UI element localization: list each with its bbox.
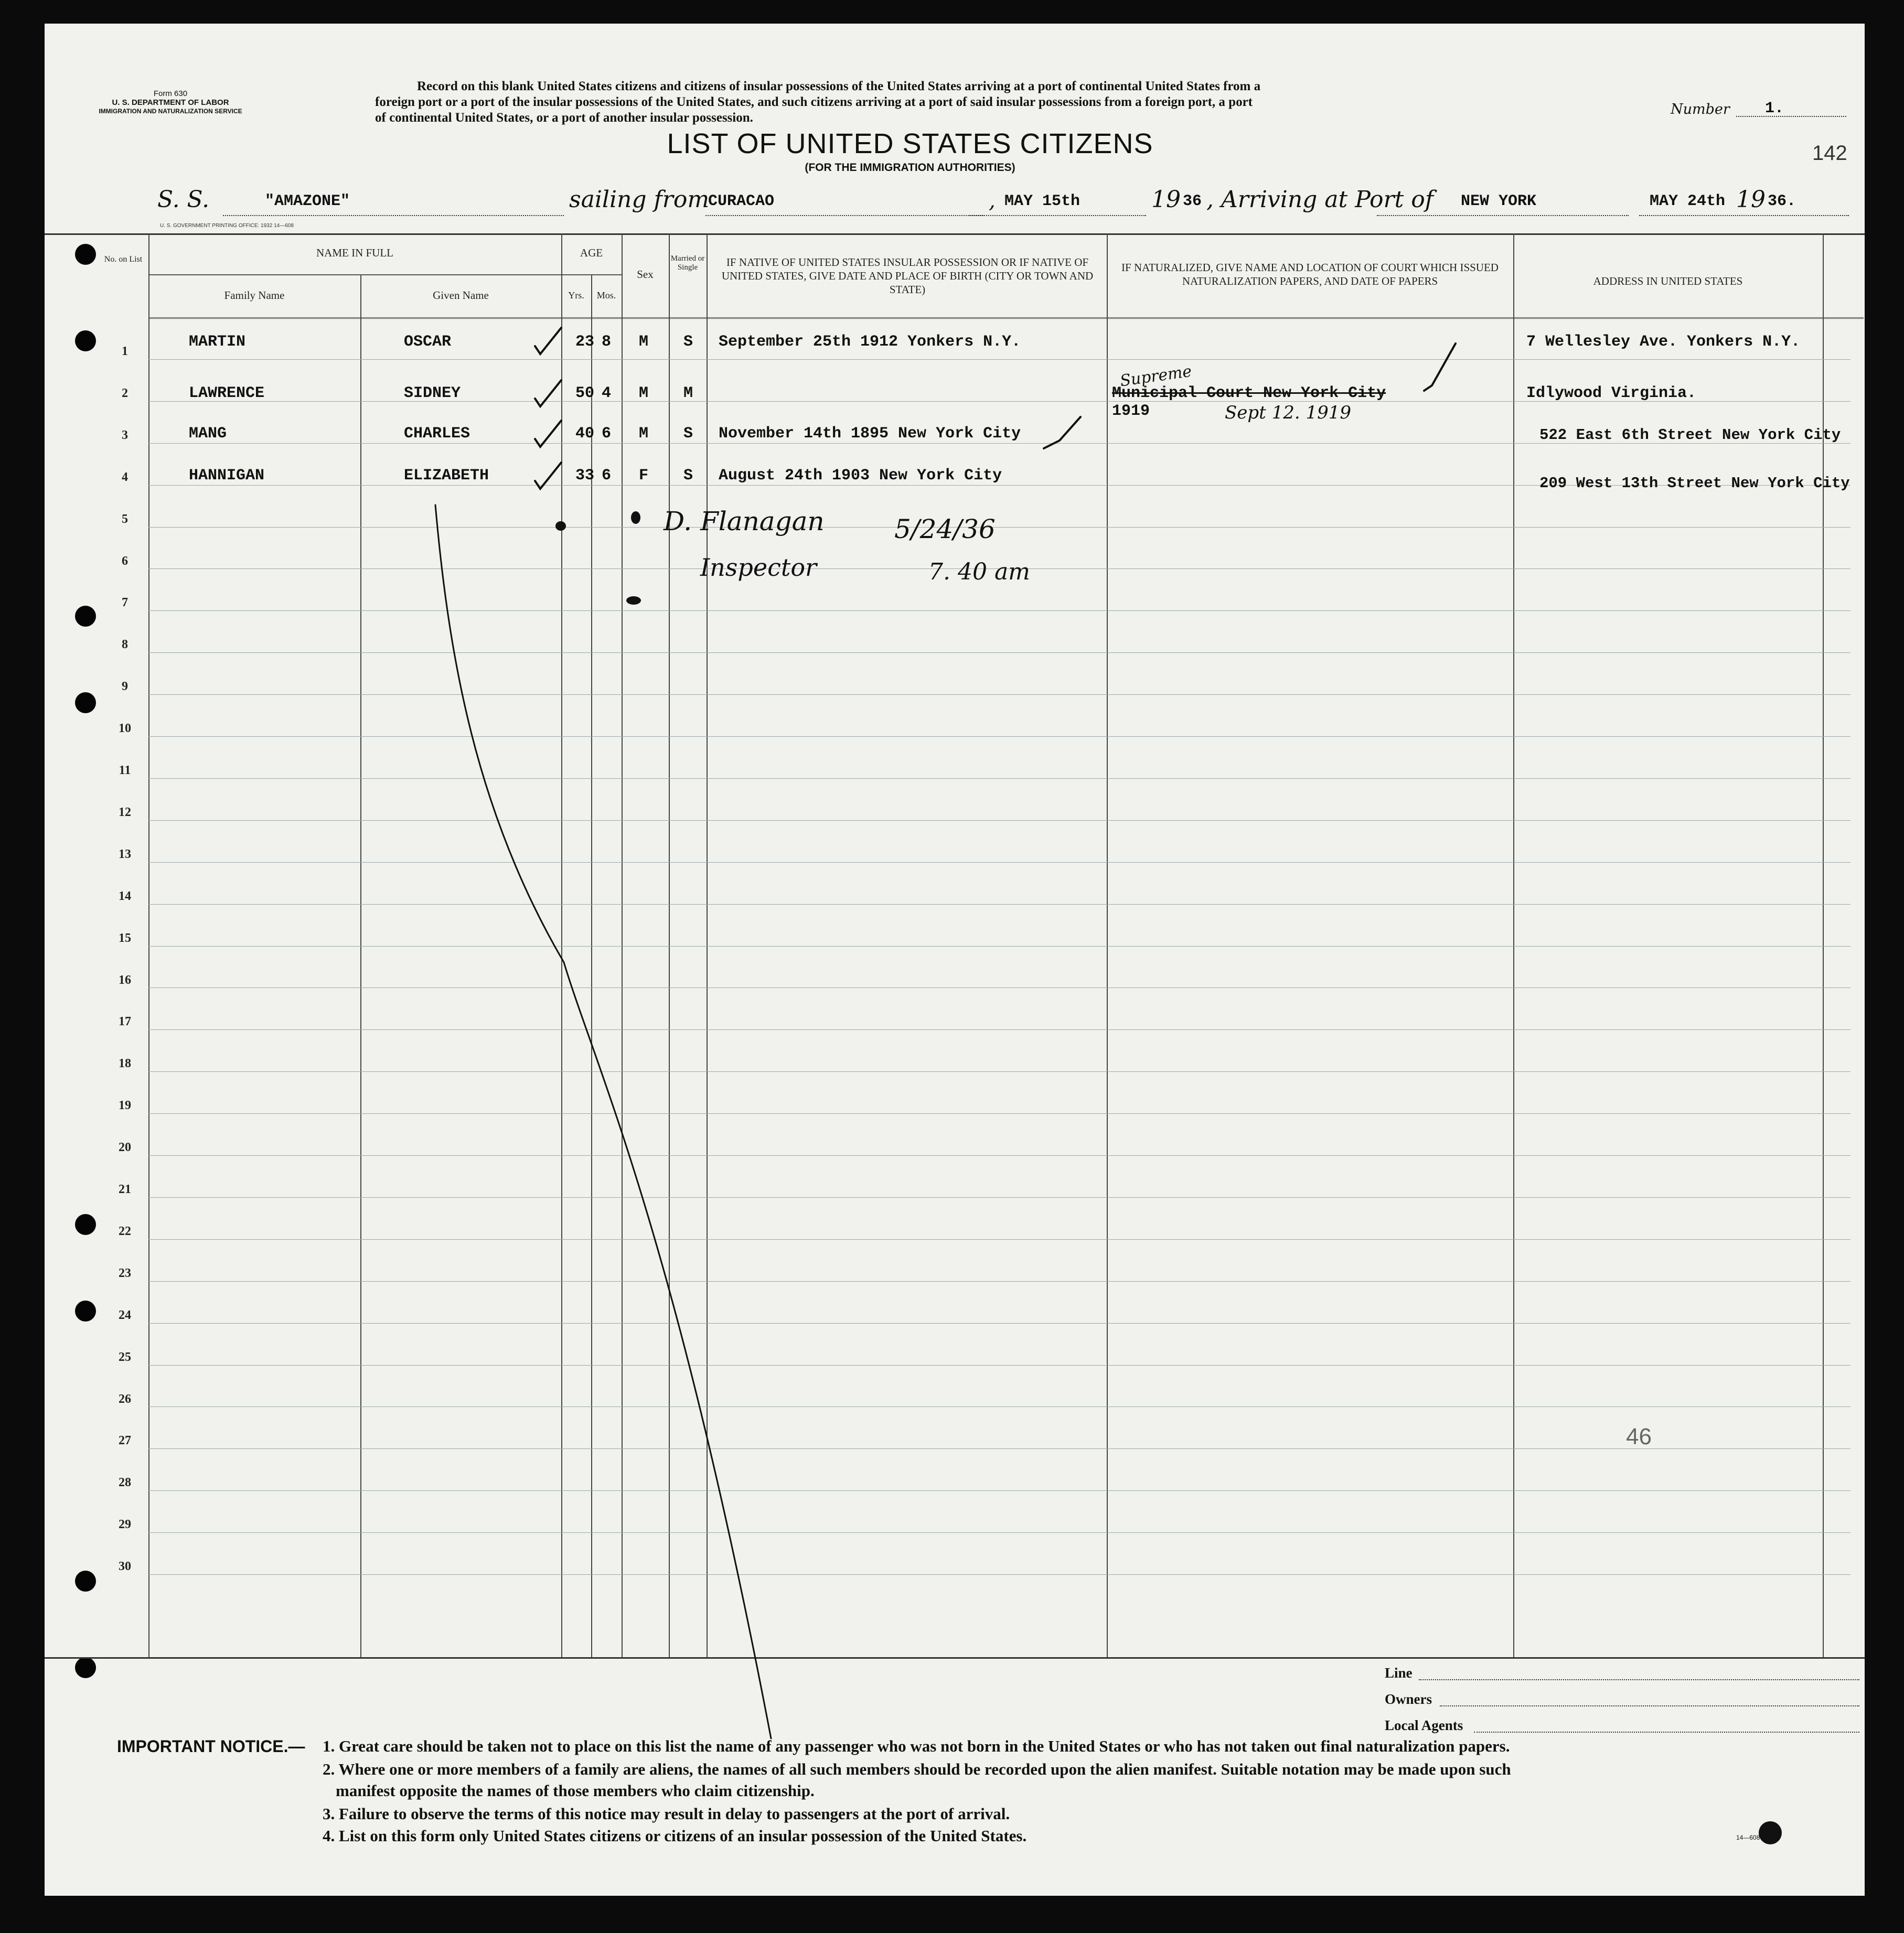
row-number: 28 (119, 1476, 131, 1490)
age-years: 40 (575, 425, 595, 443)
row-number: 17 (119, 1015, 131, 1029)
row-number: 4 (122, 470, 128, 484)
row-number: 25 (119, 1350, 131, 1364)
header-given-name: Given Name (433, 289, 489, 302)
notice-2-continued: manifest opposite the names of those members who claim citizenship. (336, 1781, 815, 1800)
notice-4: 4. List on this form only United States citizens or citizens of an insular possession of the United States. (323, 1827, 1027, 1845)
instruction-line-3: of continental United States, or a port of another insular possession. (375, 111, 753, 125)
arrival-port: NEW YORK (1461, 192, 1537, 210)
notice-3: 3. Failure to observe the terms of this notice may result in delay to passengers at the port of arrival. (323, 1805, 1010, 1823)
row-number: 13 (119, 847, 131, 861)
row-number: 7 (122, 596, 128, 610)
inspector-title: Inspector (700, 553, 817, 582)
age-years: 33 (575, 467, 595, 485)
page-number: 142 (1812, 142, 1847, 165)
row-number: 22 (119, 1224, 131, 1238)
owners-underline (1440, 1705, 1859, 1706)
check-mark (535, 421, 561, 447)
marital-status: M (683, 384, 693, 402)
ink-blot (555, 521, 566, 531)
notice-2: 2. Where one or more members of a family are aliens, the names of all such members should be recorded upon the alien manifest. Suitable notation may be made upon such (323, 1760, 1511, 1778)
age-months: 4 (602, 384, 612, 402)
birth-info: August 24th 1903 New York City (719, 467, 1002, 485)
page-title: LIST OF UNITED STATES CITIZENS (667, 128, 1153, 159)
header-naturalized: IF NATURALIZED, GIVE NAME AND LOCATION OF COURT WHICH ISSUED NATURALIZATION PAPERS, AND DATE OF PAPERS (1121, 261, 1499, 287)
row-number: 24 (119, 1308, 131, 1322)
age-months: 6 (602, 467, 612, 485)
naturalization-court: Municipal Court New York City (1112, 384, 1386, 402)
arrival-date: MAY 24th (1650, 192, 1726, 210)
row-number: 30 (119, 1560, 131, 1574)
notice-title: IMPORTANT NOTICE.— (117, 1737, 305, 1756)
row-number: 27 (119, 1434, 131, 1448)
row-number: 18 (119, 1057, 131, 1071)
given-name: ELIZABETH (404, 467, 489, 485)
form-sheet (45, 24, 1865, 1896)
row-number: 19 (119, 1099, 131, 1113)
naturalization-year: 1919 (1112, 402, 1150, 420)
marital-status: S (683, 333, 693, 351)
arrival-year-prefix: 19 (1736, 186, 1766, 213)
age-months: 6 (602, 425, 612, 443)
comma: , (989, 189, 996, 213)
arriving-label: , Arriving at Port of (1206, 186, 1434, 213)
header-mos: Mos. (596, 290, 616, 300)
sex: M (639, 425, 649, 443)
row-number: 1 (122, 345, 128, 358)
address: Idlywood Virginia. (1526, 384, 1697, 402)
row-number: 10 (119, 722, 131, 736)
local-agents-underline (1474, 1732, 1859, 1733)
birth-info: November 14th 1895 New York City (719, 425, 1021, 443)
number-value: 1. (1765, 100, 1784, 117)
address: 7 Wellesley Ave. Yonkers N.Y. (1526, 333, 1801, 351)
row-number: 26 (119, 1392, 131, 1406)
header-birth: IF NATIVE OF UNITED STATES INSULAR POSSESSION OR IF NATIVE OF UNITED STATES, GIVE DATE AND PLACE OF BIRTH (CITY OR TOWN AND STATE) (721, 256, 1094, 296)
row-number: 9 (122, 680, 128, 694)
department-name: U. S. DEPARTMENT OF LABOR (112, 98, 229, 107)
check-mark (535, 328, 561, 354)
header-married-single: Married or Single (670, 254, 705, 272)
instruction-line-1: Record on this blank United States citizens and citizens of insular possessions of the United States arriving at a port of continental United States from a (417, 79, 1261, 93)
header-age: AGE (580, 246, 603, 259)
given-name: CHARLES (404, 425, 470, 443)
departure-year: 36 (1183, 192, 1202, 210)
row-number: 3 (122, 428, 128, 442)
row-number: 8 (122, 638, 128, 652)
court-correction: Supreme (1119, 362, 1193, 391)
marital-status: S (683, 467, 693, 485)
printer-note: U. S. GOVERNMENT PRINTING OFFICE: 1932 14—608 (160, 223, 294, 229)
notice-1: 1. Great care should be taken not to place on this list the name of any passenger who was not born in the United States or who has not taken out final naturalization papers. (323, 1737, 1510, 1755)
family-name: MARTIN (189, 333, 246, 351)
year-prefix: 19 (1151, 186, 1181, 213)
row-number: 20 (119, 1141, 131, 1155)
header-family-name: Family Name (224, 289, 285, 302)
row-number: 15 (119, 931, 131, 945)
row-number: 2 (122, 386, 128, 400)
stamp-number: 46 (1626, 1424, 1652, 1449)
handwriting-strokes (45, 24, 1865, 1896)
departure-port: CURACAO (708, 192, 775, 210)
header-no-on-list: No. on List (104, 255, 143, 264)
ship-name: "AMAZONE" (265, 192, 350, 210)
header-yrs: Yrs. (568, 290, 584, 300)
inspection-date: 5/24/36 (894, 514, 996, 544)
inspector-signature: D. Flanagan (664, 506, 825, 536)
sailing-label: sailing from (569, 186, 710, 213)
arrival-year: 36. (1768, 192, 1796, 210)
birth-info: September 25th 1912 Yonkers N.Y. (719, 333, 1021, 351)
check-mark (535, 380, 561, 406)
age-months: 8 (602, 333, 612, 351)
given-name: SIDNEY (404, 384, 461, 402)
ink-blot (631, 511, 640, 524)
row-number: 16 (119, 973, 131, 987)
owners-label: Owners (1385, 1691, 1432, 1707)
row-number: 21 (119, 1183, 131, 1196)
family-name: LAWRENCE (189, 384, 265, 402)
row-number: 5 (122, 512, 128, 526)
row-number: 14 (119, 889, 131, 903)
page-subtitle: (FOR THE IMMIGRATION AUTHORITIES) (805, 162, 1015, 174)
form-number: Form 630 (153, 89, 188, 98)
marital-status: S (683, 425, 693, 443)
sex: F (639, 467, 649, 485)
row-number: 29 (119, 1518, 131, 1532)
line-label: Line (1385, 1665, 1413, 1681)
local-agents-label: Local Agents (1385, 1717, 1463, 1733)
check-mark (535, 463, 561, 489)
service-name: IMMIGRATION AND NATURALIZATION SERVICE (99, 108, 242, 115)
given-name: OSCAR (404, 333, 452, 351)
ink-blot (626, 596, 641, 605)
family-name: HANNIGAN (189, 467, 265, 485)
check-mark (1424, 343, 1456, 391)
row-number: 12 (119, 805, 131, 819)
cancel-line (435, 505, 771, 1738)
check-mark (1044, 417, 1081, 448)
age-years: 23 (575, 333, 595, 351)
header-address: ADDRESS IN UNITED STATES (1593, 275, 1743, 287)
line-underline (1419, 1679, 1859, 1680)
sex: M (639, 384, 649, 402)
page-damage (1759, 1821, 1782, 1844)
row-number: 6 (122, 554, 128, 568)
header-name-in-full: NAME IN FULL (316, 246, 393, 259)
instruction-line-2: foreign port or a port of the insular possessions of the United States, and such citizens arriving at a port of said insular possessions from a foreign port, a port (375, 95, 1253, 109)
row-number: 11 (119, 764, 131, 777)
footer-code: 14—608 (1736, 1834, 1760, 1841)
header-sex: Sex (637, 268, 654, 281)
inspection-time: 7. 40 am (928, 559, 1030, 585)
address: 522 East 6th Street New York City (1539, 426, 1841, 444)
family-name: MANG (189, 425, 227, 443)
ss-label: S. S. (157, 186, 210, 213)
court-date-handwritten: Sept 12. 1919 (1225, 402, 1352, 423)
sex: M (639, 333, 649, 351)
departure-date: MAY 15th (1004, 192, 1081, 210)
number-label: Number (1671, 101, 1730, 117)
age-years: 50 (575, 384, 595, 402)
row-number: 23 (119, 1266, 131, 1280)
address: 209 West 13th Street New York City (1539, 475, 1850, 492)
